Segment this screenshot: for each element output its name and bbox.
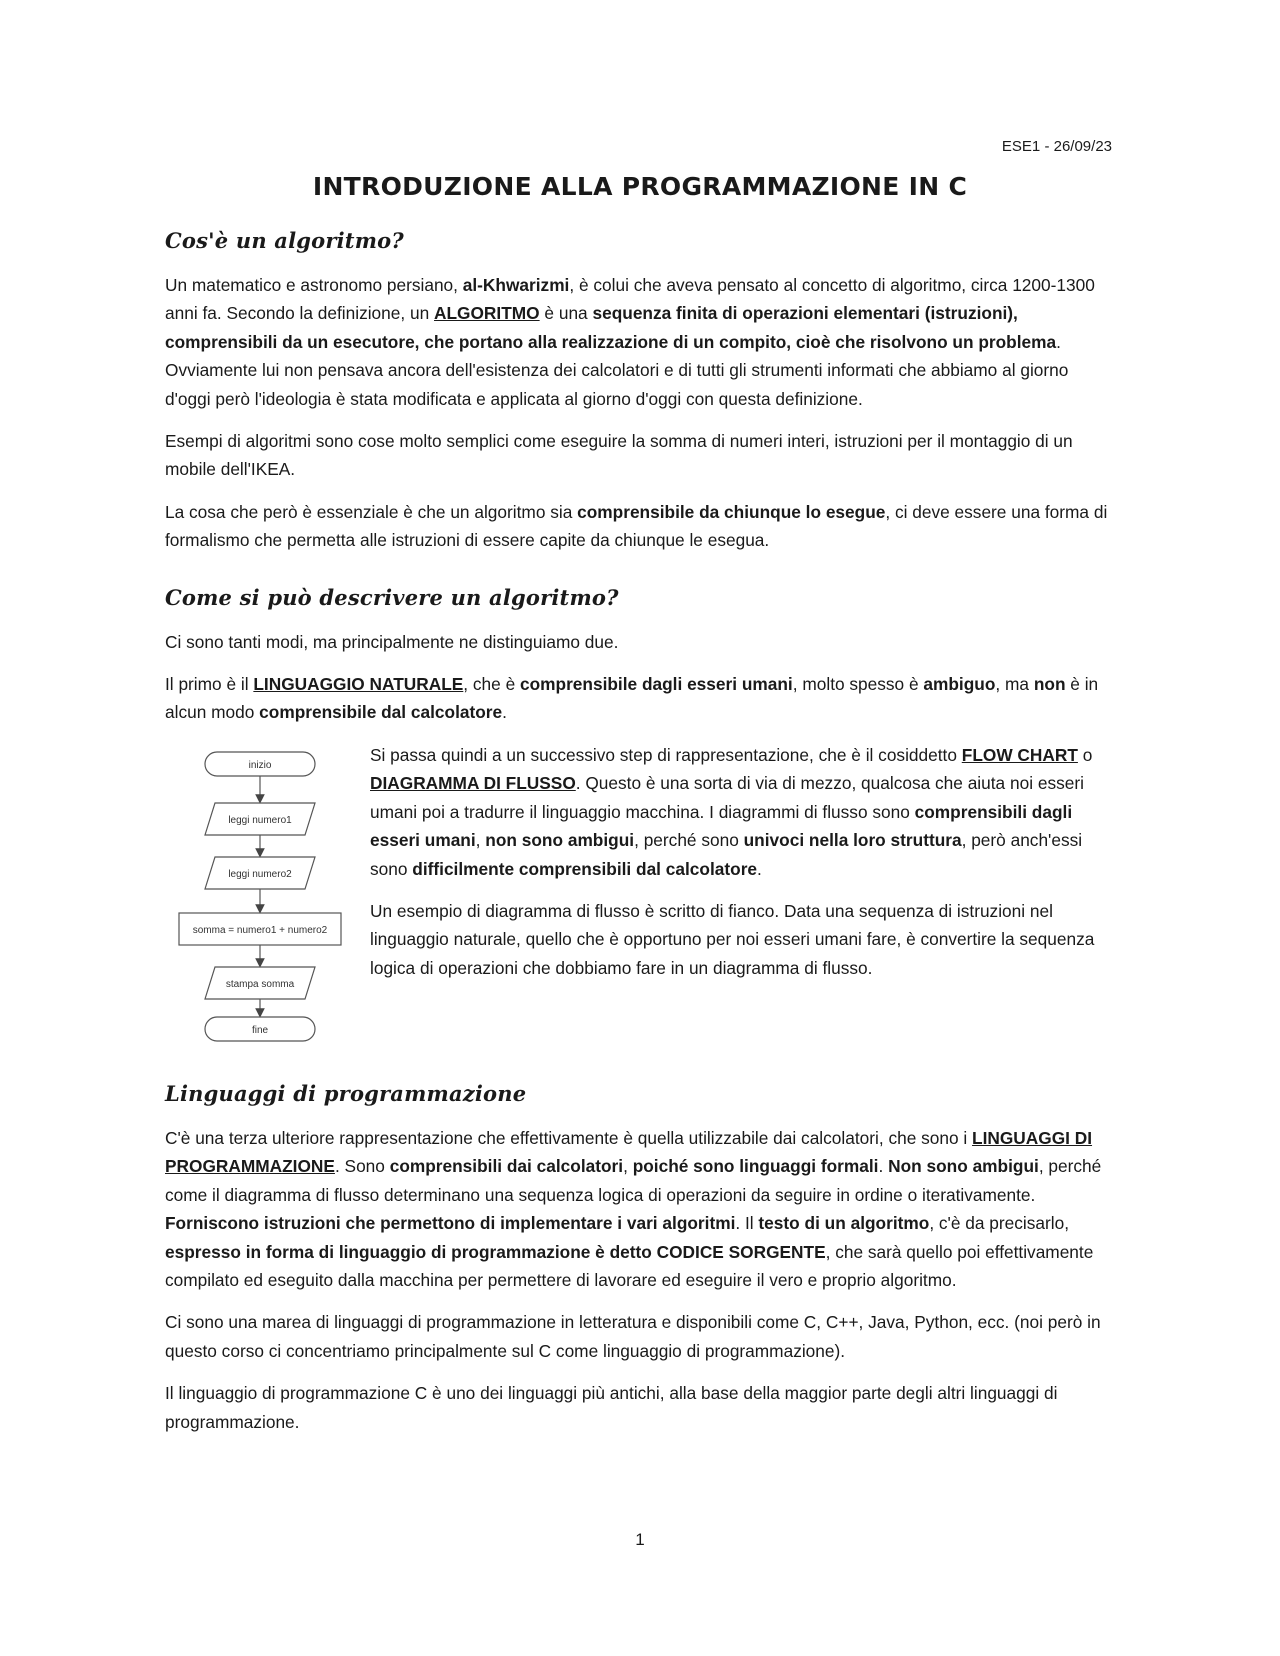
paragraph-modi: Ci sono tanti modi, ma principalmente ne distinguiamo due. (165, 631, 619, 652)
underlined-term: LINGUAGGIO NATURALE (253, 674, 464, 695)
text: , molto spesso è (792, 674, 924, 695)
bold-text: testo di un algoritmo (758, 1213, 930, 1234)
text: Un matematico e astronomo persiano, (165, 275, 463, 295)
text: . (502, 702, 507, 723)
paragraph-essential (165, 498, 1115, 555)
flowchart-start-label: inizio (248, 759, 272, 771)
text: . (757, 858, 762, 879)
bold-text: comprensibili dagli esseri umani (370, 801, 1073, 851)
bold-text: comprensibile dagli esseri umani (519, 674, 793, 695)
bold-text: univoci nella loro struttura (743, 830, 962, 851)
page-title: INTRODUZIONE ALLA PROGRAMMAZIONE IN C (312, 172, 968, 201)
paragraph-flow-example: Un esempio di diagramma di flusso è scritto di fianco. Data una sequenza di istruzioni nel linguaggio naturale, quello che è opportuno per noi esseri umani fare, è convertire la sequenza logica di operazioni che dobbiamo fare in un diagramma di flusso. (370, 900, 1095, 978)
text: , (475, 830, 486, 851)
text: è una (539, 303, 593, 324)
text: . (878, 1156, 889, 1177)
text: , è colui che aveva pensato al concetto di algoritmo, circa 1200-1300 anni fa. Secondo la definizione, un (165, 275, 1095, 324)
text: o (1077, 744, 1093, 765)
bold-text: difficilmente comprensibili dal calcolatore (412, 858, 758, 879)
flowchart-sum-label: somma = numero1 + numero2 (192, 924, 328, 936)
bold-text: al-Khwarizmi (462, 275, 570, 295)
bold-text: comprensibile dal calcolatore (259, 702, 503, 723)
flowchart-diagram (165, 747, 355, 1057)
text: , (623, 1156, 633, 1177)
paragraph-examples: Esempi di algoritmi sono cose molto semplici come eseguire la somma di numeri interi, istruzioni per il montaggio di un mobile dell'IKEA. (165, 431, 1073, 480)
bold-text: ambiguo (923, 674, 996, 695)
bold-text: poiché sono linguaggi formali (632, 1156, 879, 1177)
date-label: ESE1 - 26/09/23 (1001, 138, 1112, 155)
bold-text: non sono ambigui (485, 830, 635, 851)
bold-text: Non sono ambigui (888, 1156, 1039, 1177)
text: . Ovviamente lui non pensava ancora dell'esistenza dei calcolatori e di tutti gli strumenti informati che abbiamo al giorno d'oggi però l'ideologia è stata modificata e applicata al giorno d'oggi con questa definizione. (165, 331, 1069, 409)
text: , perché sono (634, 830, 744, 851)
bold-text: non (1033, 674, 1066, 695)
text: Si passa quindi a un successivo step di rappresentazione, che è il cosiddetto (370, 744, 962, 765)
text: . Sono (334, 1156, 390, 1177)
underlined-term: ALGORITMO (434, 303, 540, 324)
paragraph-linguaggi-list: Ci sono una marea di linguaggi di programmazione in letteratura e disponibili come C, C++, Java, Python, ecc. (noi però in questo corso ci concentriamo principalmente sul C come linguaggio di programmazione). (165, 1312, 1101, 1361)
text: , però anch'essi sono (370, 830, 1083, 879)
underlined-term: DIAGRAMMA DI FLUSSO (370, 773, 576, 794)
section-heading-linguaggi: Linguaggi di programmazione (165, 1080, 527, 1106)
text: La cosa che però è essenziale è che un algoritmo sia (165, 501, 578, 522)
text: . Il (735, 1213, 759, 1234)
text: . Questo è una sorta di via di mezzo, qualcosa che aiuta noi esseri umani poi a tradurre il linguaggio macchina. I diagrammi di flusso sono (370, 773, 1084, 822)
paragraph-linguaggi-programmazione (165, 1124, 1115, 1294)
paragraph-linguaggio-c: Il linguaggio di programmazione C è uno dei linguaggi più antichi, alla base della maggior parte degli altri linguaggi di programmazione. (165, 1383, 1058, 1432)
paragraph-flow-chart (370, 741, 1115, 883)
text: , ci deve essere una forma di formalismo che permetta alle istruzioni di essere capite da chiunque le esegua. (165, 501, 1108, 551)
flowchart-read2-label: leggi numero2 (228, 868, 292, 880)
text: , che sarà quello poi effettivamente compilato ed eseguito dalla macchina per permettere di lavorare ed eseguire il vero e proprio algoritmo. (165, 1241, 1094, 1290)
text: , c'è da precisarlo, (929, 1213, 1070, 1234)
page-number: 1 (635, 1530, 645, 1549)
flowchart-row (165, 741, 1115, 1057)
underlined-term: LINGUAGGI DI PROGRAMMAZIONE (165, 1127, 1093, 1177)
document-body (165, 228, 1115, 1450)
bold-text: sequenza finita di operazioni elementari (istruzioni), comprensibili da un esecutore, che portano alla realizzazione di un compito, cioè che risolvono un problema (165, 303, 1057, 352)
paragraph-definition (165, 271, 1115, 413)
section-heading-algoritmo: Cos'è un algoritmo? (165, 228, 404, 253)
underlined-term: FLOW CHART (961, 744, 1078, 765)
flowchart-description (370, 741, 1115, 996)
bold-text: comprensibile da chiunque lo esegue (577, 501, 886, 522)
text: Il primo è il (165, 674, 254, 695)
text: C'è una terza ulteriore rappresentazione che effettivamente è quella utilizzabile dai calcolatori, che sono i (165, 1127, 973, 1148)
flowchart-end-label: fine (251, 1024, 269, 1036)
text: , ma (995, 674, 1034, 695)
bold-text: Forniscono istruzioni che permettono di implementare i vari algoritmi (165, 1213, 736, 1234)
flowchart-print-label: stampa somma (225, 978, 295, 990)
text: è in alcun modo (165, 674, 1099, 723)
section-heading-descrivere: Come si può descrivere un algoritmo? (165, 584, 619, 610)
flowchart-read1-label: leggi numero1 (228, 814, 292, 826)
paragraph-linguaggio-naturale (165, 670, 1115, 727)
text: , che è (463, 674, 520, 695)
bold-text: espresso in forma di linguaggio di programmazione è detto CODICE SORGENTE (165, 1241, 826, 1262)
bold-text: comprensibili dai calcolatori (389, 1156, 624, 1177)
text: , perché come il diagramma di flusso determinano una sequenza logica di operazioni da seguire in ordine o iterativamente. (165, 1156, 1102, 1205)
